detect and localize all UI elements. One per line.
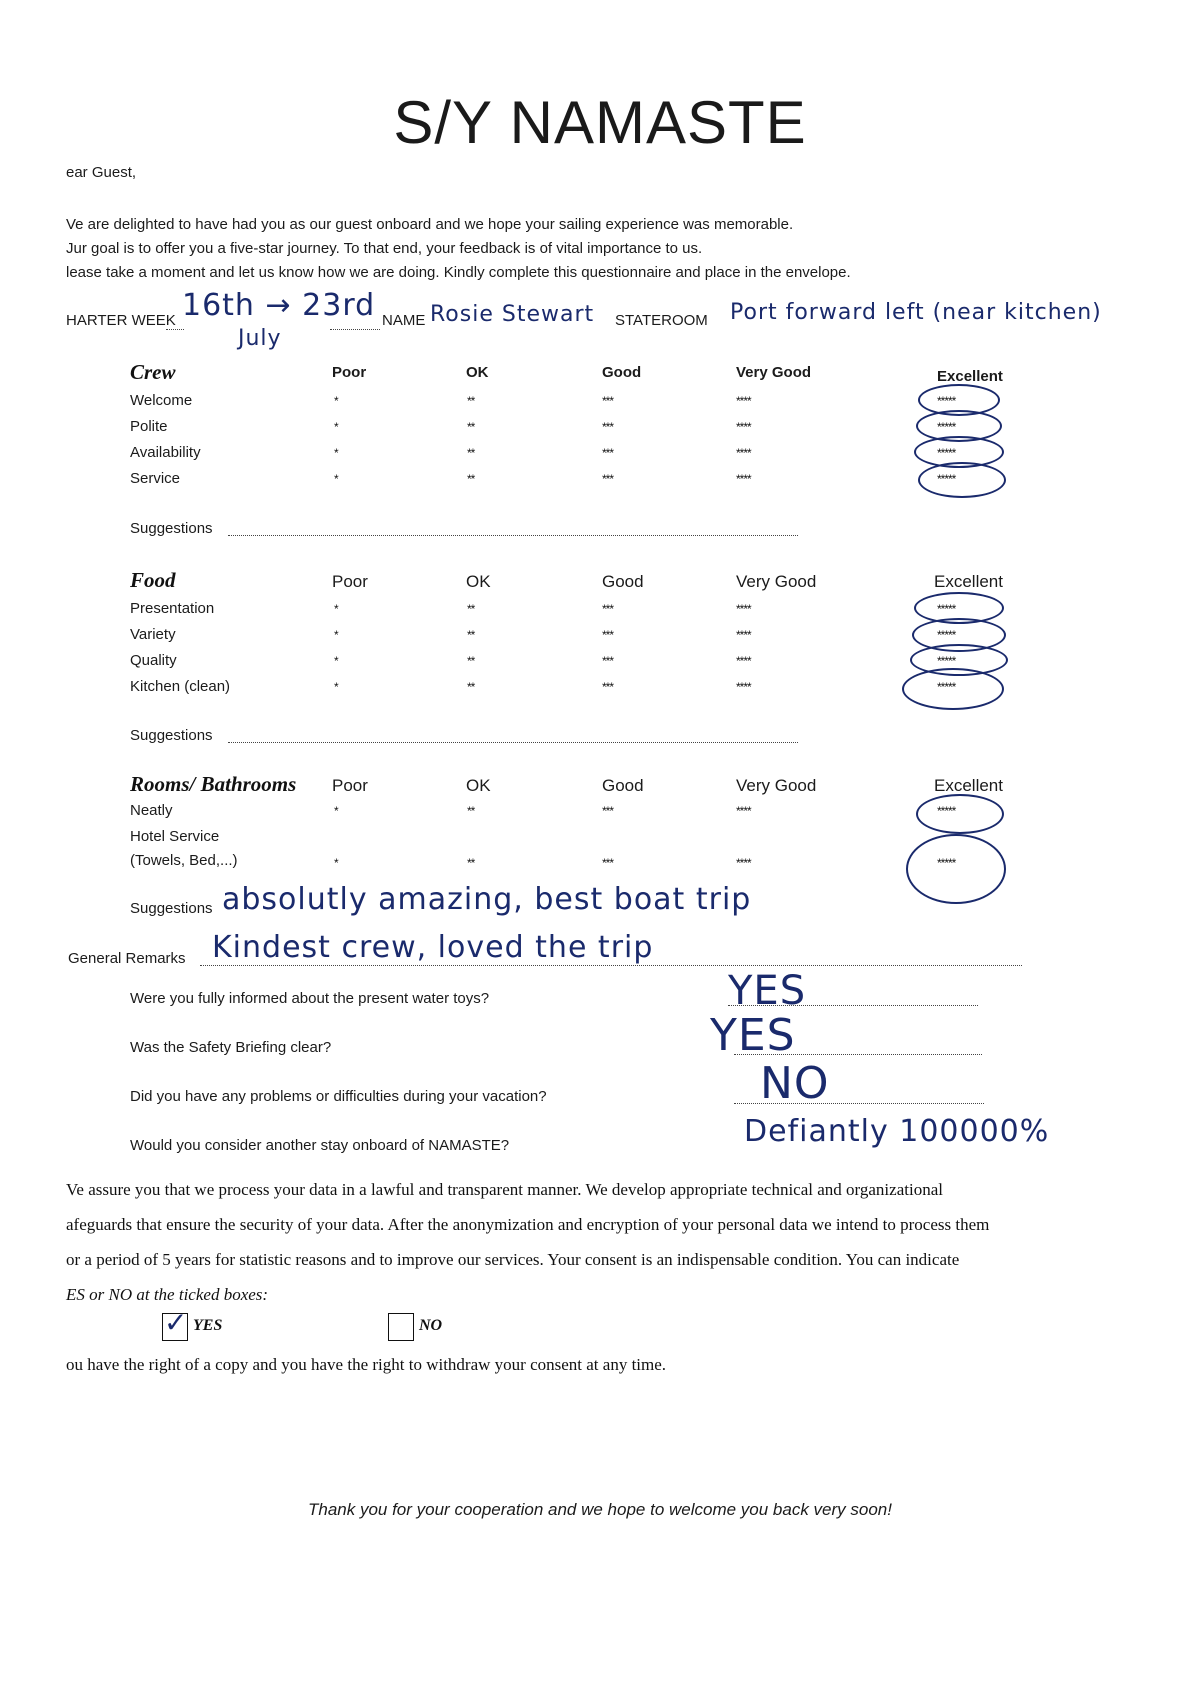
charter-week-value[interactable]: 16th → 23rd (182, 288, 376, 323)
star-option-excellent[interactable]: ***** (937, 472, 956, 486)
selection-circle (906, 834, 1006, 904)
star-option-poor[interactable]: * (334, 680, 338, 694)
suggestions-label: Suggestions (130, 727, 213, 744)
star-option-excellent[interactable]: ***** (937, 602, 956, 616)
section-title-food: Food (130, 568, 176, 592)
header-ok: OK (466, 364, 489, 381)
star-option-very-good[interactable]: **** (736, 420, 751, 434)
answer-problems[interactable]: NO (760, 1058, 830, 1109)
header-very-good: Very Good (736, 572, 817, 591)
item-variety: Variety (130, 626, 176, 643)
star-option-very-good[interactable]: **** (736, 804, 751, 818)
star-option-poor[interactable]: * (334, 446, 338, 460)
star-option-very-good[interactable]: **** (736, 472, 751, 486)
item-kitchen: Kitchen (clean) (130, 678, 231, 695)
question-safety-briefing: Was the Safety Briefing clear? (130, 1039, 332, 1056)
answer-water-toys[interactable]: YES (728, 968, 807, 1014)
star-option-good[interactable]: *** (602, 856, 614, 870)
star-option-excellent[interactable]: ***** (937, 420, 956, 434)
star-option-ok[interactable]: ** (467, 856, 475, 870)
selection-circle (902, 668, 1004, 710)
general-remarks-label: General Remarks (68, 950, 186, 967)
item-quality: Quality (130, 652, 177, 669)
item-welcome: Welcome (130, 392, 193, 409)
star-option-good[interactable]: *** (602, 804, 614, 818)
star-option-good[interactable]: *** (602, 394, 614, 408)
star-option-good[interactable]: *** (602, 472, 614, 486)
suggestions-line[interactable] (228, 742, 798, 743)
header-poor: Poor (332, 776, 368, 795)
star-option-very-good[interactable]: **** (736, 602, 751, 616)
star-option-ok[interactable]: ** (467, 680, 475, 694)
answer-safety-briefing[interactable]: YES (710, 1010, 796, 1061)
star-option-very-good[interactable]: **** (736, 628, 751, 642)
star-option-ok[interactable]: ** (467, 420, 475, 434)
item-presentation: Presentation (130, 600, 215, 617)
section-title-crew: Crew (130, 360, 176, 384)
star-option-good[interactable]: *** (602, 602, 614, 616)
star-option-ok[interactable]: ** (467, 628, 475, 642)
star-option-excellent[interactable]: ***** (937, 680, 956, 694)
star-option-ok[interactable]: ** (467, 446, 475, 460)
name-value[interactable]: Rosie Stewart (430, 302, 595, 327)
header-very-good: Very Good (736, 364, 812, 381)
header-excellent: Excellent (934, 776, 1003, 795)
page-title: S/Y NAMASTE (393, 89, 807, 156)
star-option-excellent[interactable]: ***** (937, 628, 956, 642)
star-option-ok[interactable]: ** (467, 654, 475, 668)
suggestions-label: Suggestions (130, 900, 213, 917)
item-neatly: Neatly (130, 802, 173, 819)
privacy-line-2: afeguards that ensure the security of your data. After the anonymization and encryption of your personal data we intend to process them (66, 1215, 990, 1234)
star-option-very-good[interactable]: **** (736, 856, 751, 870)
star-option-good[interactable]: *** (602, 680, 614, 694)
greeting: ear Guest, (66, 164, 137, 181)
star-option-good[interactable]: *** (602, 420, 614, 434)
stateroom-value[interactable]: Port forward left (near kitchen) (730, 300, 1102, 325)
privacy-line-4: ES or NO at the ticked boxes: (66, 1285, 269, 1304)
thanks-text: Thank you for your cooperation and we hope to welcome you back very soon! (307, 1500, 892, 1519)
check-mark-icon: ✓ (164, 1306, 189, 1339)
star-option-good[interactable]: *** (602, 628, 614, 642)
question-another-stay: Would you consider another stay onboard of NAMASTE? (130, 1137, 510, 1154)
star-option-poor[interactable]: * (334, 654, 338, 668)
header-ok: OK (466, 776, 491, 795)
star-option-poor[interactable]: * (334, 394, 338, 408)
selection-circle (918, 462, 1006, 498)
header-poor: Poor (332, 572, 368, 591)
rooms-suggestion-value[interactable]: absolutly amazing, best boat trip (222, 882, 752, 917)
consent-yes-label: YES (193, 1317, 223, 1334)
header-excellent: Excellent (934, 572, 1003, 591)
star-option-poor[interactable]: * (334, 804, 338, 818)
header-very-good: Very Good (736, 776, 817, 795)
question-water-toys: Were you fully informed about the present water toys? (130, 990, 490, 1007)
consent-no-checkbox[interactable] (388, 1313, 414, 1341)
name-label: NAME (382, 312, 426, 329)
selection-circle (916, 794, 1004, 834)
header-good: Good (602, 776, 644, 795)
star-option-poor[interactable]: * (334, 628, 338, 642)
header-poor: Poor (332, 364, 367, 381)
star-option-good[interactable]: *** (602, 446, 614, 460)
header-good: Good (602, 364, 642, 381)
star-option-ok[interactable]: ** (467, 394, 475, 408)
star-option-very-good[interactable]: **** (736, 680, 751, 694)
dotted-line (166, 329, 184, 330)
privacy-line-3: or a period of 5 years for statistic reasons and to improve our services. Your consent is an indispensable condition. You can indicate (66, 1250, 960, 1269)
suggestions-line[interactable] (228, 535, 798, 536)
item-polite: Polite (130, 418, 168, 435)
star-option-excellent[interactable]: ***** (937, 394, 956, 408)
star-option-ok[interactable]: ** (467, 602, 475, 616)
dotted-line (330, 329, 380, 330)
charter-week-label: HARTER WEEK (66, 312, 176, 329)
star-option-poor[interactable]: * (334, 420, 338, 434)
star-option-poor[interactable]: * (334, 856, 338, 870)
star-option-ok[interactable]: ** (467, 472, 475, 486)
item-availability: Availability (130, 444, 201, 461)
charter-week-month: July (238, 326, 282, 351)
general-remarks-line[interactable] (200, 965, 1022, 966)
star-option-excellent[interactable]: ***** (937, 446, 956, 460)
answer-another-stay[interactable]: Defiantly 100000% (744, 1114, 1050, 1149)
star-option-ok[interactable]: ** (467, 804, 475, 818)
star-option-poor[interactable]: * (334, 602, 338, 616)
suggestions-label: Suggestions (130, 520, 213, 537)
star-option-very-good[interactable]: **** (736, 654, 751, 668)
header-ok: OK (466, 572, 491, 591)
section-title-rooms: Rooms/ Bathrooms (130, 772, 297, 796)
privacy-line-1: Ve assure you that we process your data in a lawful and transparent manner. We develop appropriate technical and organizational (66, 1180, 943, 1199)
item-towels-bed: (Towels, Bed,...) (130, 852, 238, 869)
star-option-very-good[interactable]: **** (736, 446, 751, 460)
header-good: Good (602, 572, 644, 591)
item-service: Service (130, 470, 181, 487)
star-option-poor[interactable]: * (334, 472, 338, 486)
question-problems: Did you have any problems or difficulties during your vacation? (130, 1088, 547, 1105)
star-option-good[interactable]: *** (602, 654, 614, 668)
star-option-excellent[interactable]: ***** (937, 856, 956, 870)
intro-line-3: lease take a moment and let us know how we are doing. Kindly complete this questionnaire and place in the envelope. (66, 264, 851, 281)
star-option-very-good[interactable]: **** (736, 394, 751, 408)
intro-line-2: Jur goal is to offer you a five-star journey. To that end, your feedback is of vital importance to us. (66, 240, 703, 257)
stateroom-label: STATEROOM (615, 312, 708, 329)
rights-text: ou have the right of a copy and you have the right to withdraw your consent at any time. (66, 1355, 667, 1374)
star-option-excellent[interactable]: ***** (937, 804, 956, 818)
intro-line-1: Ve are delighted to have had you as our guest onboard and we hope your sailing experience was memorable. (66, 216, 794, 233)
general-remarks-value[interactable]: Kindest crew, loved the trip (212, 930, 654, 965)
item-hotel-service: Hotel Service (130, 828, 220, 845)
star-option-excellent[interactable]: ***** (937, 654, 956, 668)
consent-no-label: NO (419, 1317, 443, 1334)
header-excellent: Excellent (937, 368, 1003, 385)
